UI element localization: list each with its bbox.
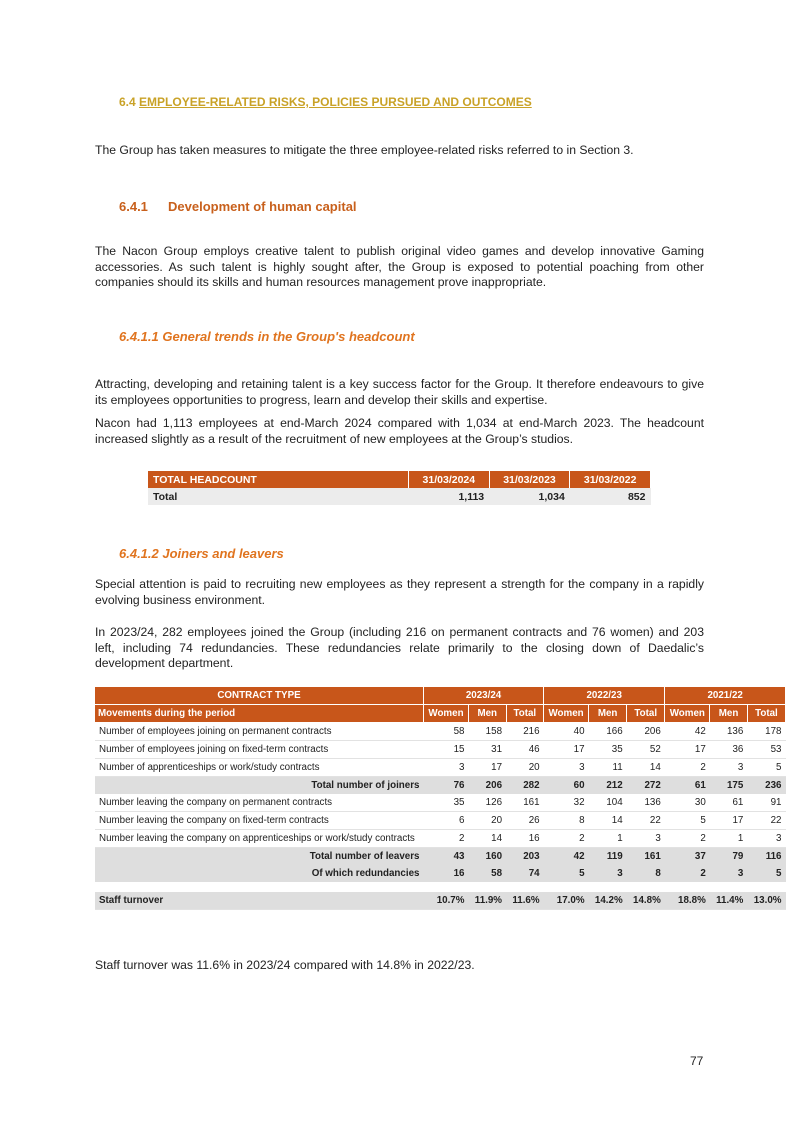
- table-cell: 42: [665, 723, 710, 741]
- table-cell: 35: [589, 741, 627, 759]
- total-2023: 1,034: [489, 488, 570, 505]
- table-cell: 61: [665, 777, 710, 795]
- table-cell: 53: [747, 741, 785, 759]
- table-cell: 42: [544, 848, 589, 866]
- table-cell: 3: [627, 830, 665, 848]
- table-cell: 5: [544, 865, 589, 882]
- table-cell: 52: [627, 741, 665, 759]
- table-cell: 8: [627, 865, 665, 882]
- table-cell: 206: [627, 723, 665, 741]
- spacer-cell: [95, 882, 786, 892]
- table-cell: 136: [710, 723, 748, 741]
- table-cell: 5: [747, 865, 785, 882]
- table-row: [95, 812, 786, 830]
- joiners-heading: 6.4.1.2 Joiners and leavers: [119, 546, 284, 561]
- table-cell: 166: [589, 723, 627, 741]
- table-cell: 22: [747, 812, 785, 830]
- table-cell: 3: [589, 865, 627, 882]
- table-cell: 8: [544, 812, 589, 830]
- table-cell: 60: [544, 777, 589, 795]
- table-cell: 2: [424, 830, 469, 848]
- subsection-title: Development of human capital: [168, 199, 357, 214]
- col-total: Total: [627, 705, 665, 723]
- movements-header: Movements during the period: [95, 705, 424, 723]
- table-cell: 14.8%: [627, 892, 665, 910]
- table-cell: 37: [665, 848, 710, 866]
- table-cell: 26: [506, 812, 544, 830]
- table-cell: 30: [665, 794, 710, 812]
- table-cell: 17: [710, 812, 748, 830]
- contract-table: [95, 687, 786, 910]
- col-2022: 31/03/2022: [570, 471, 651, 488]
- table-cell: 32: [544, 794, 589, 812]
- table-cell: 11.9%: [468, 892, 506, 910]
- table-cell: 11.4%: [710, 892, 748, 910]
- table-cell: 1: [589, 830, 627, 848]
- row-label: Of which redundancies: [95, 865, 424, 882]
- trends-paragraph-2: Nacon had 1,113 employees at end-March 2024 compared with 1,034 at end-March 2023. The headcount increased slightly as a result of the recruitment of new employees at the Group’s studios.: [95, 416, 704, 446]
- table-cell: 14: [589, 812, 627, 830]
- table-cell: 2: [665, 830, 710, 848]
- table-row: [95, 865, 786, 882]
- table-cell: 16: [506, 830, 544, 848]
- year-2021-22-header: 2021/22: [665, 687, 786, 705]
- table-row: [95, 723, 786, 741]
- table-cell: 46: [506, 741, 544, 759]
- table-cell: 161: [506, 794, 544, 812]
- table-cell: 3: [544, 759, 589, 777]
- col-2023: 31/03/2023: [489, 471, 570, 488]
- table-cell: 20: [506, 759, 544, 777]
- table-row: [95, 741, 786, 759]
- table-cell: 6: [424, 812, 469, 830]
- table-cell: 3: [710, 759, 748, 777]
- col-women: Women: [665, 705, 710, 723]
- row-label: Number of apprenticeships or work/study contracts: [95, 759, 424, 777]
- table-cell: 136: [627, 794, 665, 812]
- table-cell: 216: [506, 723, 544, 741]
- table-cell: 22: [627, 812, 665, 830]
- table-cell: 11.6%: [506, 892, 544, 910]
- table-cell: 282: [506, 777, 544, 795]
- table-cell: 58: [424, 723, 469, 741]
- table-row: [95, 794, 786, 812]
- col-2024: 31/03/2024: [409, 471, 490, 488]
- table-cell: 14: [468, 830, 506, 848]
- col-men: Men: [710, 705, 748, 723]
- row-label: Number leaving the company on fixed-term contracts: [95, 812, 424, 830]
- page-number: 77: [690, 1054, 704, 1068]
- table-cell: 13.0%: [747, 892, 785, 910]
- row-label: Staff turnover: [95, 892, 424, 910]
- table-cell: 2: [665, 759, 710, 777]
- table-cell: 1: [710, 830, 748, 848]
- table-cell: 76: [424, 777, 469, 795]
- table-cell: 206: [468, 777, 506, 795]
- table-row: [95, 892, 786, 910]
- table-cell: 14.2%: [589, 892, 627, 910]
- table-cell: 17: [544, 741, 589, 759]
- table-cell: 161: [627, 848, 665, 866]
- headcount-header: TOTAL HEADCOUNT: [148, 471, 409, 488]
- table-cell: 18.8%: [665, 892, 710, 910]
- table-cell: 61: [710, 794, 748, 812]
- table-cell: 79: [710, 848, 748, 866]
- spacer-row: [95, 882, 786, 892]
- table-cell: 160: [468, 848, 506, 866]
- table-cell: 2: [665, 865, 710, 882]
- table-cell: 20: [468, 812, 506, 830]
- table-row: [95, 830, 786, 848]
- col-total: Total: [506, 705, 544, 723]
- contract-type-header: CONTRACT TYPE: [95, 687, 424, 705]
- table-cell: 17.0%: [544, 892, 589, 910]
- table-cell: 116: [747, 848, 785, 866]
- row-label: Number leaving the company on permanent contracts: [95, 794, 424, 812]
- total-2022: 852: [570, 488, 651, 505]
- table-cell: 91: [747, 794, 785, 812]
- table-cell: 15: [424, 741, 469, 759]
- row-label: Number of employees joining on fixed-term contracts: [95, 741, 424, 759]
- joiners-paragraph-1: Special attention is paid to recruiting new employees as they represent a strength for the company in a rapidly evolving business environment.: [95, 577, 704, 607]
- table-cell: 14: [627, 759, 665, 777]
- total-label: Total: [148, 488, 409, 505]
- table-cell: 212: [589, 777, 627, 795]
- table-cell: 17: [468, 759, 506, 777]
- table-row: [95, 759, 786, 777]
- year-2023-24-header: 2023/24: [424, 687, 544, 705]
- table-cell: 203: [506, 848, 544, 866]
- table-row: [95, 777, 786, 795]
- table-cell: 35: [424, 794, 469, 812]
- row-label: Number of employees joining on permanent contracts: [95, 723, 424, 741]
- table-cell: 40: [544, 723, 589, 741]
- col-women: Women: [544, 705, 589, 723]
- table-cell: 3: [424, 759, 469, 777]
- table-cell: 31: [468, 741, 506, 759]
- subsection-heading: [119, 199, 357, 214]
- intro-paragraph: The Group has taken measures to mitigate the three employee-related risks referred to in Section 3.: [95, 143, 634, 157]
- row-label: Total number of joiners: [95, 777, 424, 795]
- year-2022-23-header: 2022/23: [544, 687, 665, 705]
- section-heading: [119, 95, 532, 109]
- table-cell: 178: [747, 723, 785, 741]
- table-cell: 10.7%: [424, 892, 469, 910]
- joiners-paragraph-2: In 2023/24, 282 employees joined the Group (including 216 on permanent contracts and 76 women) and 203 left, including 74 redundancies. These redundancies relate primarily to the closing down of Daedalic’s development department.: [95, 625, 704, 670]
- table-cell: 17: [665, 741, 710, 759]
- total-2024: 1,113: [409, 488, 490, 505]
- table-row: [95, 848, 786, 866]
- table-cell: 74: [506, 865, 544, 882]
- table-cell: 2: [544, 830, 589, 848]
- table-cell: 58: [468, 865, 506, 882]
- table-cell: 126: [468, 794, 506, 812]
- table-cell: 3: [747, 830, 785, 848]
- table-cell: 119: [589, 848, 627, 866]
- section-title: EMPLOYEE-RELATED RISKS, POLICIES PURSUED AND OUTCOMES: [139, 95, 532, 109]
- table-cell: 158: [468, 723, 506, 741]
- table-cell: 3: [710, 865, 748, 882]
- col-men: Men: [589, 705, 627, 723]
- table-cell: 175: [710, 777, 748, 795]
- subsection-number: 6.4.1: [119, 199, 148, 214]
- section-number: 6.4: [119, 95, 136, 109]
- row-label: Number leaving the company on apprenticeships or work/study contracts: [95, 830, 424, 848]
- trends-paragraph-1: Attracting, developing and retaining talent is a key success factor for the Group. It therefore endeavours to give its employees opportunities to progress, learn and develop their skills and expertise.: [95, 377, 704, 407]
- trends-heading: 6.4.1.1 General trends in the Group's headcount: [119, 329, 415, 344]
- table-cell: 104: [589, 794, 627, 812]
- row-label: Total number of leavers: [95, 848, 424, 866]
- table-cell: 5: [665, 812, 710, 830]
- table-cell: 5: [747, 759, 785, 777]
- table-cell: 36: [710, 741, 748, 759]
- headcount-table: [148, 471, 651, 505]
- col-total: Total: [747, 705, 785, 723]
- table-cell: 11: [589, 759, 627, 777]
- table-cell: 272: [627, 777, 665, 795]
- col-men: Men: [468, 705, 506, 723]
- table-cell: 16: [424, 865, 469, 882]
- human-capital-paragraph: The Nacon Group employs creative talent to publish original video games and develop innovative Gaming accessories. As such talent is highly sought after, the Group is exposed to potential poaching from other companies should its skills and human resources management prove inappropriate.: [95, 244, 704, 289]
- turnover-paragraph: Staff turnover was 11.6% in 2023/24 compared with 14.8% in 2022/23.: [95, 958, 475, 972]
- table-cell: 43: [424, 848, 469, 866]
- col-women: Women: [424, 705, 469, 723]
- table-cell: 236: [747, 777, 785, 795]
